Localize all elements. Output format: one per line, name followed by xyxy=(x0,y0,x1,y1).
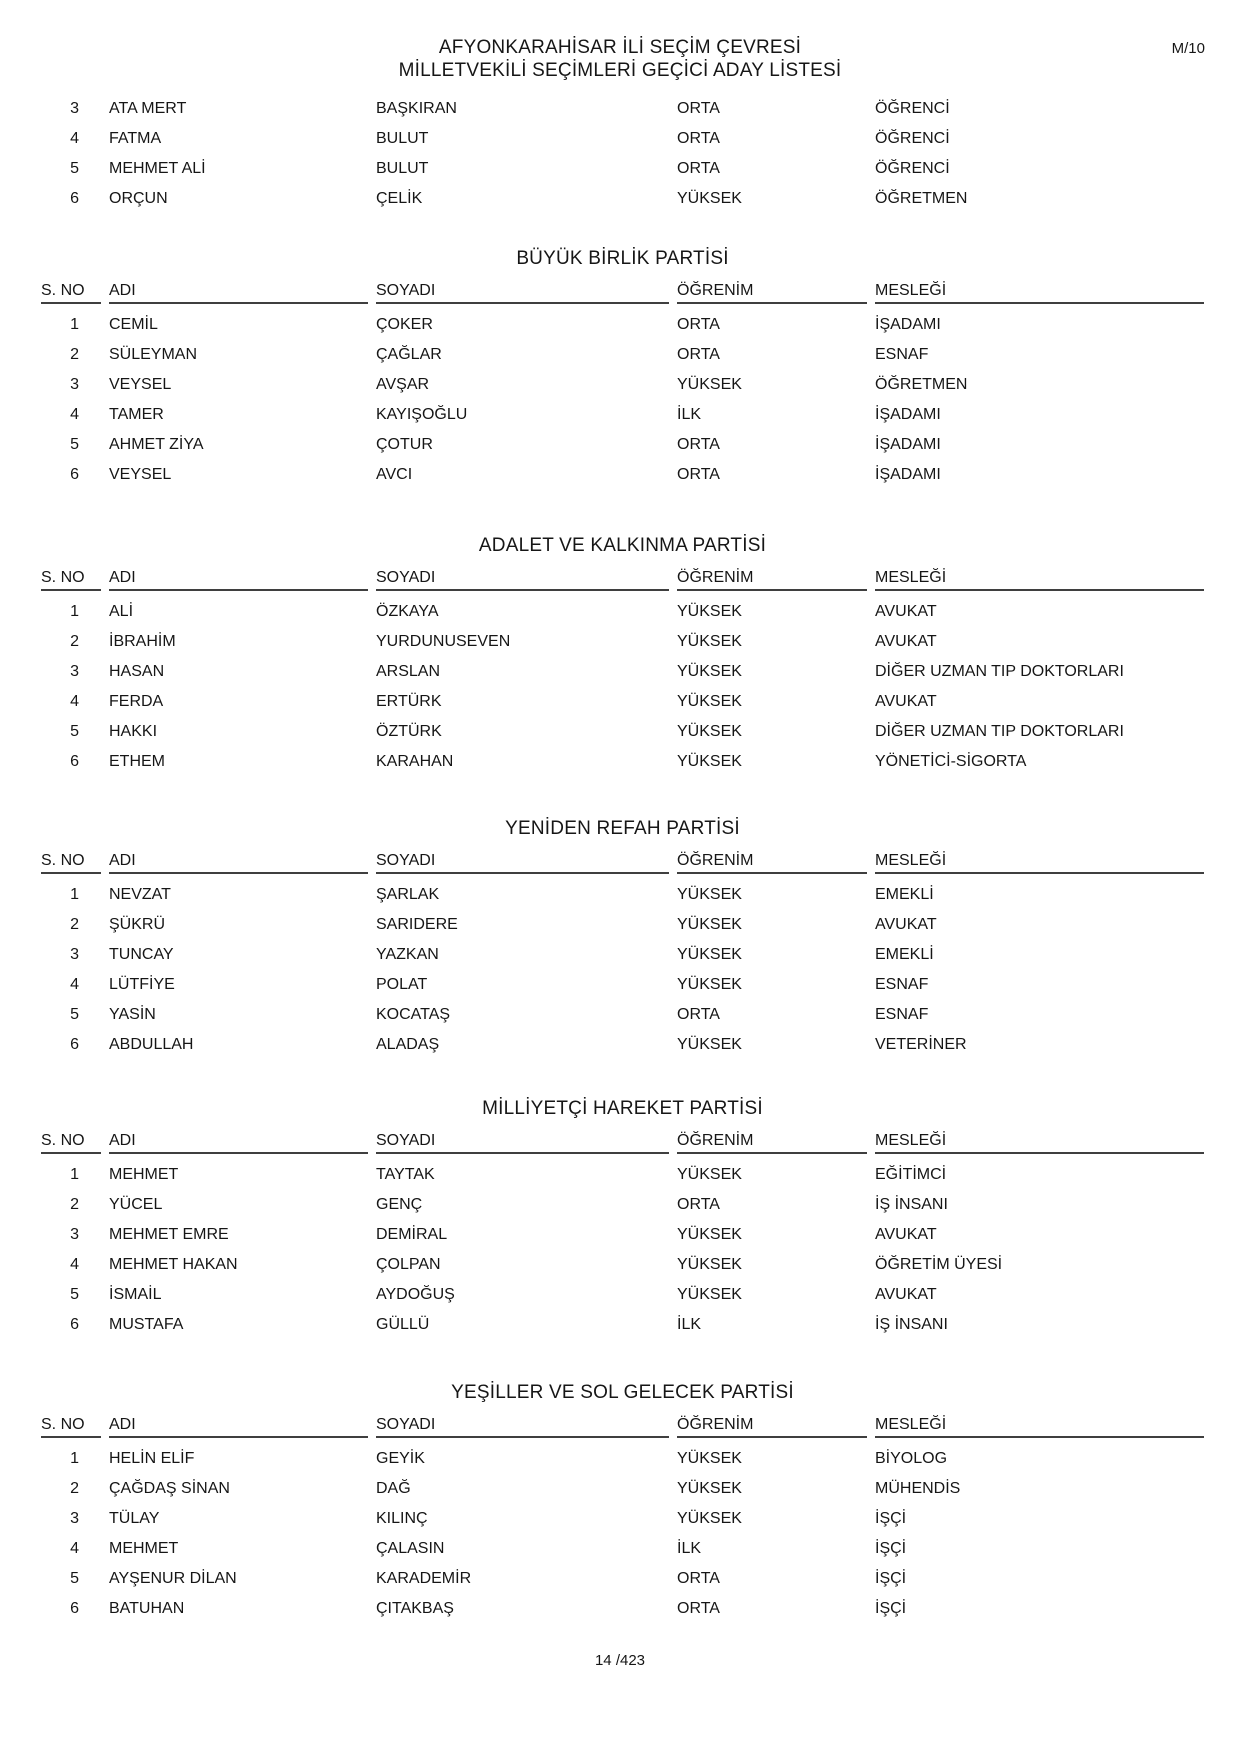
cell-ogrenim: ORTA xyxy=(677,316,720,333)
cell-ogrenim: YÜKSEK xyxy=(677,663,742,680)
cell-adi: AHMET ZİYA xyxy=(109,436,204,453)
cell-adi: HAKKI xyxy=(109,723,158,740)
table-rows xyxy=(41,880,1204,1060)
cell-meslegi: AVUKAT xyxy=(875,633,937,650)
column-header-meslegi: MESLEĞİ xyxy=(875,280,1204,304)
column-header-adi: ADI xyxy=(109,280,368,304)
candidate-row xyxy=(41,597,1204,627)
continuation-candidate-table xyxy=(41,94,1204,214)
cell-meslegi: YÖNETİCİ-SİGORTA xyxy=(875,753,1027,770)
table-rows xyxy=(41,1160,1204,1340)
cell-meslegi: AVUKAT xyxy=(875,603,937,620)
cell-ogrenim: YÜKSEK xyxy=(677,886,742,903)
cell-soyadi: ERTÜRK xyxy=(376,693,442,710)
cell-meslegi: ESNAF xyxy=(875,976,929,993)
party-title: YEŞİLLER VE SOL GELECEK PARTİSİ xyxy=(451,1382,794,1403)
candidate-row xyxy=(41,1504,1204,1534)
candidate-row xyxy=(41,1564,1204,1594)
cell-soyadi: ALADAŞ xyxy=(376,1036,440,1053)
table-rows xyxy=(41,310,1204,490)
cell-ogrenim: YÜKSEK xyxy=(677,1256,742,1273)
document-title-line2: MİLLETVEKİLİ SEÇİMLERİ GEÇİCİ ADAY LİSTESİ xyxy=(398,60,842,81)
cell-sno: 1 xyxy=(70,316,79,333)
candidate-row xyxy=(41,747,1204,777)
party-section xyxy=(41,535,1204,777)
cell-adi: LÜTFİYE xyxy=(109,976,175,993)
cell-soyadi: GÜLLÜ xyxy=(376,1316,430,1333)
party-section xyxy=(41,1098,1204,1340)
cell-sno: 3 xyxy=(70,1226,79,1243)
cell-soyadi: BAŞKIRAN xyxy=(376,100,457,117)
cell-soyadi: GEYİK xyxy=(376,1450,425,1467)
party-section xyxy=(41,818,1204,1060)
cell-adi: İBRAHİM xyxy=(109,633,176,650)
cell-adi: MEHMET EMRE xyxy=(109,1226,229,1243)
cell-soyadi: YURDUNUSEVEN xyxy=(376,633,511,650)
cell-soyadi: ÇOLPAN xyxy=(376,1256,441,1273)
cell-meslegi: İŞADAMI xyxy=(875,316,941,333)
column-header-meslegi: MESLEĞİ xyxy=(875,850,1204,874)
candidate-row xyxy=(41,1310,1204,1340)
column-header-ogrenim: ÖĞRENİM xyxy=(677,1130,867,1154)
candidate-row xyxy=(41,124,1204,154)
cell-soyadi: ÇOTUR xyxy=(376,436,433,453)
column-header-soyadi: SOYADI xyxy=(376,567,669,591)
candidate-row xyxy=(41,184,1204,214)
party-section xyxy=(41,248,1204,490)
candidate-row xyxy=(41,1534,1204,1564)
column-header-adi: ADI xyxy=(109,850,368,874)
cell-ogrenim: YÜKSEK xyxy=(677,1510,742,1527)
cell-soyadi: AVŞAR xyxy=(376,376,430,393)
candidate-row xyxy=(41,1030,1204,1060)
cell-sno: 5 xyxy=(70,723,79,740)
cell-ogrenim: YÜKSEK xyxy=(677,633,742,650)
cell-sno: 2 xyxy=(70,1480,79,1497)
column-header-sno: S. NO xyxy=(41,850,101,874)
cell-ogrenim: YÜKSEK xyxy=(677,916,742,933)
column-header-soyadi: SOYADI xyxy=(376,850,669,874)
cell-ogrenim: ORTA xyxy=(677,1196,720,1213)
cell-ogrenim: YÜKSEK xyxy=(677,976,742,993)
cell-soyadi: AYDOĞUŞ xyxy=(376,1286,455,1303)
candidate-row xyxy=(41,717,1204,747)
cell-sno: 2 xyxy=(70,346,79,363)
cell-meslegi: İŞ İNSANI xyxy=(875,1316,948,1333)
cell-adi: MEHMET ALİ xyxy=(109,160,206,177)
cell-soyadi: KARADEMİR xyxy=(376,1570,472,1587)
cell-sno: 6 xyxy=(70,1600,79,1617)
cell-ogrenim: ORTA xyxy=(677,1006,720,1023)
cell-adi: ALİ xyxy=(109,603,134,620)
cell-sno: 3 xyxy=(70,1510,79,1527)
cell-adi: MUSTAFA xyxy=(109,1316,184,1333)
cell-adi: TUNCAY xyxy=(109,946,174,963)
cell-ogrenim: İLK xyxy=(677,1316,702,1333)
cell-sno: 4 xyxy=(70,130,79,147)
party-title: ADALET VE KALKINMA PARTİSİ xyxy=(478,535,767,556)
cell-adi: ŞÜKRÜ xyxy=(109,916,166,933)
cell-adi: HELİN ELİF xyxy=(109,1450,195,1467)
cell-sno: 6 xyxy=(70,1316,79,1333)
cell-soyadi: ÇAĞLAR xyxy=(376,346,442,363)
cell-soyadi: GENÇ xyxy=(376,1196,423,1213)
cell-ogrenim: ORTA xyxy=(677,1600,720,1617)
column-header-meslegi: MESLEĞİ xyxy=(875,1414,1204,1438)
column-header-ogrenim: ÖĞRENİM xyxy=(677,1414,867,1438)
candidate-row xyxy=(41,310,1204,340)
cell-ogrenim: YÜKSEK xyxy=(677,190,742,207)
cell-adi: TAMER xyxy=(109,406,164,423)
candidate-row xyxy=(41,400,1204,430)
cell-sno: 3 xyxy=(70,376,79,393)
cell-meslegi: ÖĞRETİM ÜYESİ xyxy=(875,1256,1003,1273)
cell-adi: İSMAİL xyxy=(109,1286,162,1303)
candidate-row xyxy=(41,370,1204,400)
cell-ogrenim: İLK xyxy=(677,406,702,423)
cell-soyadi: KILINÇ xyxy=(376,1510,428,1527)
cell-soyadi: ÖZKAYA xyxy=(376,603,439,620)
cell-meslegi: İŞÇİ xyxy=(875,1540,907,1557)
cell-ogrenim: YÜKSEK xyxy=(677,753,742,770)
cell-soyadi: BULUT xyxy=(376,160,429,177)
cell-adi: MEHMET HAKAN xyxy=(109,1256,238,1273)
cell-adi: YASİN xyxy=(109,1006,156,1023)
cell-soyadi: ÇELİK xyxy=(376,190,423,207)
column-header-ogrenim: ÖĞRENİM xyxy=(677,850,867,874)
cell-soyadi: ÇOKER xyxy=(376,316,433,333)
cell-ogrenim: YÜKSEK xyxy=(677,1166,742,1183)
cell-soyadi: KOCATAŞ xyxy=(376,1006,451,1023)
cell-soyadi: SARIDERE xyxy=(376,916,458,933)
cell-sno: 1 xyxy=(70,1450,79,1467)
cell-sno: 4 xyxy=(70,976,79,993)
cell-ogrenim: ORTA xyxy=(677,100,720,117)
cell-meslegi: İŞADAMI xyxy=(875,466,941,483)
cell-sno: 4 xyxy=(70,693,79,710)
cell-soyadi: ŞARLAK xyxy=(376,886,440,903)
candidate-row xyxy=(41,1160,1204,1190)
cell-meslegi: ÖĞRENCİ xyxy=(875,130,950,147)
column-header-row xyxy=(41,280,1204,304)
cell-sno: 4 xyxy=(70,1256,79,1273)
cell-sno: 1 xyxy=(70,1166,79,1183)
cell-sno: 5 xyxy=(70,1286,79,1303)
column-header-sno: S. NO xyxy=(41,1414,101,1438)
cell-meslegi: AVUKAT xyxy=(875,1226,937,1243)
column-header-soyadi: SOYADI xyxy=(376,1130,669,1154)
cell-ogrenim: ORTA xyxy=(677,130,720,147)
cell-ogrenim: ORTA xyxy=(677,436,720,453)
table-rows xyxy=(41,1444,1204,1624)
column-header-soyadi: SOYADI xyxy=(376,280,669,304)
page-number: 14 /423 xyxy=(594,1652,646,1669)
document-title-line1: AFYONKARAHİSAR İLİ SEÇİM ÇEVRESİ xyxy=(438,37,802,58)
cell-meslegi: VETERİNER xyxy=(875,1036,967,1053)
cell-sno: 6 xyxy=(70,466,79,483)
candidate-row xyxy=(41,880,1204,910)
cell-adi: ETHEM xyxy=(109,753,165,770)
cell-meslegi: İŞÇİ xyxy=(875,1570,907,1587)
cell-adi: CEMİL xyxy=(109,316,158,333)
cell-ogrenim: YÜKSEK xyxy=(677,723,742,740)
cell-ogrenim: ORTA xyxy=(677,466,720,483)
candidate-row xyxy=(41,1474,1204,1504)
column-header-row xyxy=(41,1130,1204,1154)
candidate-row xyxy=(41,1000,1204,1030)
cell-ogrenim: YÜKSEK xyxy=(677,1036,742,1053)
cell-meslegi: ÖĞRETMEN xyxy=(875,190,968,207)
cell-sno: 3 xyxy=(70,946,79,963)
cell-adi: AYŞENUR DİLAN xyxy=(109,1570,237,1587)
party-title: MİLLİYETÇİ HAREKET PARTİSİ xyxy=(482,1098,763,1119)
cell-meslegi: EMEKLİ xyxy=(875,946,934,963)
cell-sno: 5 xyxy=(70,1570,79,1587)
column-header-row xyxy=(41,1414,1204,1438)
document-title xyxy=(0,36,1240,82)
cell-adi: VEYSEL xyxy=(109,376,172,393)
candidate-row xyxy=(41,460,1204,490)
cell-soyadi: KAYIŞOĞLU xyxy=(376,406,468,423)
cell-adi: SÜLEYMAN xyxy=(109,346,198,363)
candidate-row xyxy=(41,430,1204,460)
cell-soyadi: ÇITAKBAŞ xyxy=(376,1600,454,1617)
cell-sno: 2 xyxy=(70,1196,79,1213)
cell-soyadi: ÖZTÜRK xyxy=(376,723,442,740)
cell-adi: YÜCEL xyxy=(109,1196,163,1213)
cell-ogrenim: YÜKSEK xyxy=(677,1226,742,1243)
column-header-sno: S. NO xyxy=(41,567,101,591)
cell-meslegi: İŞADAMI xyxy=(875,436,941,453)
cell-ogrenim: YÜKSEK xyxy=(677,376,742,393)
party-section xyxy=(41,1382,1204,1624)
cell-meslegi: AVUKAT xyxy=(875,916,937,933)
cell-meslegi: İŞ İNSANI xyxy=(875,1196,948,1213)
candidate-row xyxy=(41,94,1204,124)
cell-adi: VEYSEL xyxy=(109,466,172,483)
cell-meslegi: EĞİTİMCİ xyxy=(875,1166,947,1183)
cell-adi: MEHMET xyxy=(109,1166,179,1183)
cell-meslegi: BİYOLOG xyxy=(875,1450,948,1467)
cell-soyadi: ÇALASIN xyxy=(376,1540,445,1557)
cell-meslegi: DİĞER UZMAN TIP DOKTORLARI xyxy=(875,663,1124,680)
table-rows xyxy=(41,94,1204,214)
cell-soyadi: KARAHAN xyxy=(376,753,454,770)
candidate-row xyxy=(41,1250,1204,1280)
cell-adi: HASAN xyxy=(109,663,165,680)
cell-meslegi: EMEKLİ xyxy=(875,886,934,903)
cell-adi: ABDULLAH xyxy=(109,1036,194,1053)
candidate-row xyxy=(41,1280,1204,1310)
cell-ogrenim: ORTA xyxy=(677,1570,720,1587)
candidate-row xyxy=(41,1444,1204,1474)
candidate-row xyxy=(41,627,1204,657)
cell-adi: MEHMET xyxy=(109,1540,179,1557)
cell-ogrenim: YÜKSEK xyxy=(677,1286,742,1303)
cell-soyadi: POLAT xyxy=(376,976,428,993)
cell-sno: 5 xyxy=(70,1006,79,1023)
cell-sno: 5 xyxy=(70,160,79,177)
cell-soyadi: ARSLAN xyxy=(376,663,441,680)
cell-soyadi: AVCI xyxy=(376,466,413,483)
cell-sno: 4 xyxy=(70,1540,79,1557)
cell-meslegi: ÖĞRENCİ xyxy=(875,100,950,117)
column-header-row xyxy=(41,850,1204,874)
cell-meslegi: ÖĞRENCİ xyxy=(875,160,950,177)
cell-meslegi: AVUKAT xyxy=(875,1286,937,1303)
table-rows xyxy=(41,597,1204,777)
candidate-row xyxy=(41,340,1204,370)
candidate-row xyxy=(41,970,1204,1000)
cell-soyadi: DEMİRAL xyxy=(376,1226,448,1243)
cell-meslegi: AVUKAT xyxy=(875,693,937,710)
candidate-row xyxy=(41,910,1204,940)
cell-soyadi: TAYTAK xyxy=(376,1166,435,1183)
candidate-row xyxy=(41,1220,1204,1250)
column-header-adi: ADI xyxy=(109,567,368,591)
cell-adi: ORÇUN xyxy=(109,190,168,207)
party-title: YENİDEN REFAH PARTİSİ xyxy=(505,818,740,839)
cell-sno: 1 xyxy=(70,603,79,620)
column-header-soyadi: SOYADI xyxy=(376,1414,669,1438)
column-header-ogrenim: ÖĞRENİM xyxy=(677,280,867,304)
page-marker: M/10 xyxy=(1171,40,1205,57)
column-header-sno: S. NO xyxy=(41,280,101,304)
column-header-ogrenim: ÖĞRENİM xyxy=(677,567,867,591)
column-header-meslegi: MESLEĞİ xyxy=(875,567,1204,591)
cell-ogrenim: YÜKSEK xyxy=(677,693,742,710)
cell-adi: FERDA xyxy=(109,693,164,710)
cell-meslegi: ESNAF xyxy=(875,346,929,363)
cell-ogrenim: YÜKSEK xyxy=(677,946,742,963)
cell-adi: ATA MERT xyxy=(109,100,187,117)
cell-adi: BATUHAN xyxy=(109,1600,185,1617)
party-title: BÜYÜK BİRLİK PARTİSİ xyxy=(516,248,729,269)
cell-meslegi: İŞADAMI xyxy=(875,406,941,423)
cell-sno: 6 xyxy=(70,1036,79,1053)
cell-sno: 6 xyxy=(70,190,79,207)
cell-adi: TÜLAY xyxy=(109,1510,160,1527)
column-header-adi: ADI xyxy=(109,1414,368,1438)
column-header-adi: ADI xyxy=(109,1130,368,1154)
candidate-row xyxy=(41,940,1204,970)
cell-sno: 1 xyxy=(70,886,79,903)
candidate-row xyxy=(41,1190,1204,1220)
cell-ogrenim: YÜKSEK xyxy=(677,603,742,620)
cell-meslegi: MÜHENDİS xyxy=(875,1480,961,1497)
column-header-meslegi: MESLEĞİ xyxy=(875,1130,1204,1154)
candidate-row xyxy=(41,657,1204,687)
cell-soyadi: BULUT xyxy=(376,130,429,147)
candidate-row xyxy=(41,154,1204,184)
candidate-row xyxy=(41,1594,1204,1624)
cell-soyadi: YAZKAN xyxy=(376,946,439,963)
cell-meslegi: İŞÇİ xyxy=(875,1510,907,1527)
cell-meslegi: DİĞER UZMAN TIP DOKTORLARI xyxy=(875,723,1124,740)
cell-ogrenim: YÜKSEK xyxy=(677,1480,742,1497)
cell-sno: 3 xyxy=(70,663,79,680)
cell-ogrenim: YÜKSEK xyxy=(677,1450,742,1467)
cell-adi: FATMA xyxy=(109,130,162,147)
cell-sno: 2 xyxy=(70,916,79,933)
cell-ogrenim: İLK xyxy=(677,1540,702,1557)
cell-soyadi: DAĞ xyxy=(376,1480,411,1497)
cell-sno: 4 xyxy=(70,406,79,423)
cell-ogrenim: ORTA xyxy=(677,346,720,363)
cell-ogrenim: ORTA xyxy=(677,160,720,177)
cell-meslegi: İŞÇİ xyxy=(875,1600,907,1617)
column-header-sno: S. NO xyxy=(41,1130,101,1154)
candidate-row xyxy=(41,687,1204,717)
cell-meslegi: ÖĞRETMEN xyxy=(875,376,968,393)
cell-sno: 5 xyxy=(70,436,79,453)
cell-sno: 3 xyxy=(70,100,79,117)
cell-adi: NEVZAT xyxy=(109,886,171,903)
cell-meslegi: ESNAF xyxy=(875,1006,929,1023)
cell-sno: 2 xyxy=(70,633,79,650)
column-header-row xyxy=(41,567,1204,591)
cell-sno: 6 xyxy=(70,753,79,770)
cell-adi: ÇAĞDAŞ SİNAN xyxy=(109,1480,230,1497)
